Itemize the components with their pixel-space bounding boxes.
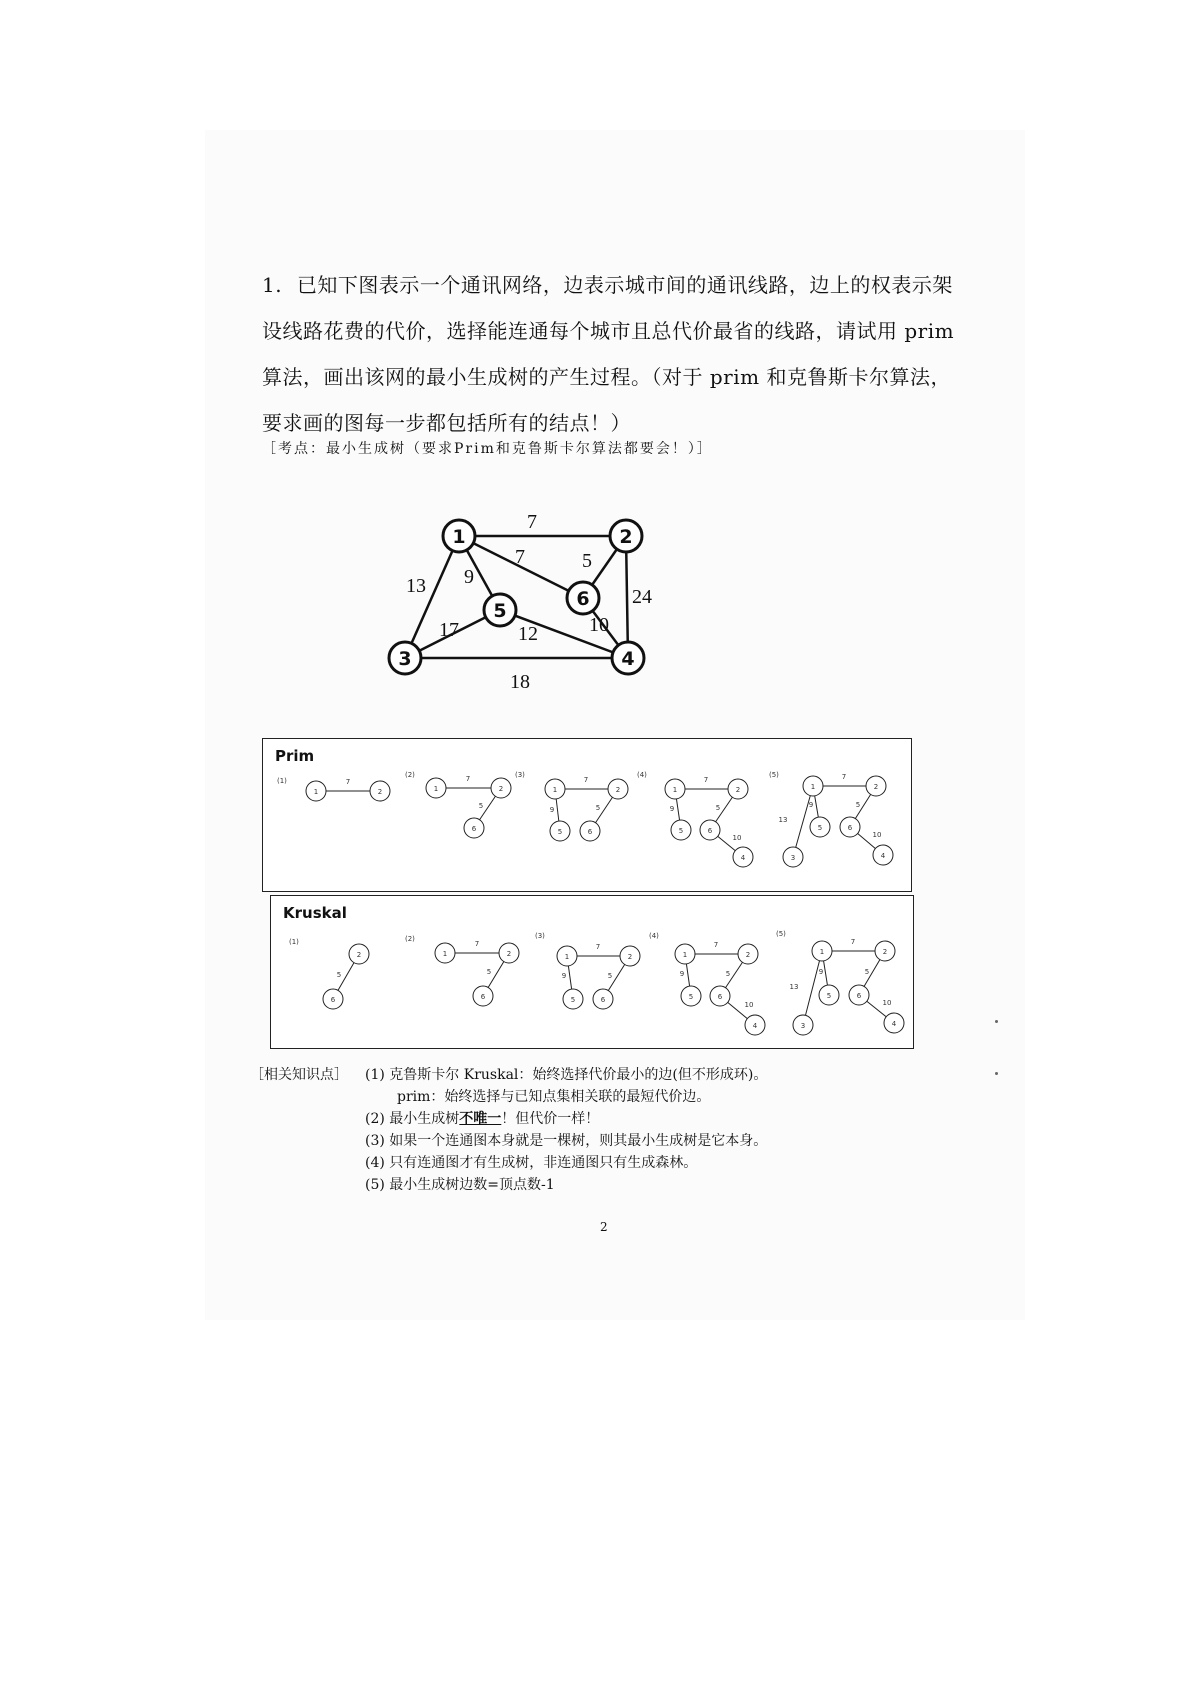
prim-step-label-3: (3) bbox=[515, 771, 525, 779]
kruskal-step-label-2: (2) bbox=[405, 935, 415, 943]
kruskal-s5-n4: 4 bbox=[891, 1020, 897, 1028]
kruskal-s5-w15: 9 bbox=[818, 968, 824, 976]
knowledge-item bbox=[365, 1064, 885, 1086]
prim-s5-w13: 13 bbox=[778, 816, 788, 824]
kruskal-s3-w12: 7 bbox=[595, 943, 601, 951]
prim-step-label-5: (5) bbox=[769, 771, 779, 779]
prim-frame bbox=[262, 738, 912, 892]
knowledge-item-continuation: prim：始终选择与已知点集相关联的最短代价边。 bbox=[397, 1089, 711, 1105]
prim-title: Prim bbox=[275, 747, 315, 765]
prim-s4-n4: 4 bbox=[740, 854, 746, 862]
kruskal-s3-w26: 5 bbox=[607, 972, 613, 980]
prim-s3-w15: 9 bbox=[549, 806, 555, 814]
kruskal-s4-n6: 6 bbox=[717, 993, 723, 1001]
prim-s5-w12: 7 bbox=[841, 773, 847, 781]
exam-point: ［考点：最小生成树（要求Prim和克鲁斯卡尔算法都要会！）］ bbox=[262, 441, 713, 457]
node-label-3: 3 bbox=[398, 648, 412, 670]
kruskal-steps bbox=[271, 896, 913, 1048]
kruskal-s1-w26: 5 bbox=[336, 971, 342, 979]
prim-s3-n2: 2 bbox=[615, 786, 621, 794]
node-label-4: 4 bbox=[621, 648, 635, 670]
kruskal-s1-n6: 6 bbox=[330, 996, 336, 1004]
kruskal-s3-n2: 2 bbox=[627, 953, 633, 961]
knowledge-item bbox=[365, 1130, 885, 1152]
scan-dot bbox=[995, 1020, 998, 1023]
prim-s4-n2: 2 bbox=[735, 786, 741, 794]
prim-s1-w12: 7 bbox=[345, 778, 351, 786]
knowledge-item-text-pre: 最小生成树 bbox=[389, 1111, 460, 1127]
prim-s5-n4: 4 bbox=[880, 852, 886, 860]
prim-s2-w26: 5 bbox=[478, 802, 484, 810]
node-label-6: 6 bbox=[576, 588, 590, 610]
prim-s3-n1: 1 bbox=[552, 786, 558, 794]
prim-s3-w12: 7 bbox=[583, 776, 589, 784]
prim-s5-n1: 1 bbox=[810, 783, 816, 791]
knowledge-item-number: (1) bbox=[365, 1067, 385, 1083]
knowledge-item-number: (5) bbox=[365, 1177, 385, 1193]
weight-1-2: 7 bbox=[527, 511, 537, 533]
kruskal-s3-n1: 1 bbox=[564, 953, 570, 961]
prim-s4-n5: 5 bbox=[678, 827, 684, 835]
kruskal-s4-w12: 7 bbox=[713, 941, 719, 949]
prim-s4-n1: 1 bbox=[672, 786, 678, 794]
weight-1-3: 13 bbox=[406, 575, 426, 597]
network-graph bbox=[380, 500, 680, 710]
scan-dot bbox=[995, 1072, 998, 1075]
prim-s3-n6: 6 bbox=[587, 828, 593, 836]
knowledge-item bbox=[365, 1108, 885, 1130]
edge-2-4 bbox=[626, 536, 628, 658]
node-label-5: 5 bbox=[493, 600, 507, 622]
prim-s4-n6: 6 bbox=[707, 827, 713, 835]
kruskal-s4-w26: 5 bbox=[725, 970, 731, 978]
prim-s5-w64: 10 bbox=[872, 831, 882, 839]
prim-step-label-1: (1) bbox=[277, 777, 287, 785]
knowledge-item-text: 克鲁斯卡尔 Kruskal：始终选择代价最小的边(但不形成环)。 bbox=[389, 1067, 768, 1083]
prim-s4-w12: 7 bbox=[703, 776, 709, 784]
kruskal-s3-n6: 6 bbox=[600, 996, 606, 1004]
question-body: 已知下图表示一个通讯网络，边表示城市间的通讯线路，边上的权表示架设线路花费的代价，选择能连通每个城市且总代价最省的线路，请试用 prim 算法，画出该网的最小生成树的产生过程。（对于 prim 和克鲁斯卡尔算法，要求画的图每一步都包括所有的结点！） bbox=[262, 273, 955, 435]
kruskal-s4-n2: 2 bbox=[745, 951, 751, 959]
knowledge-item-number: (2) bbox=[365, 1111, 385, 1127]
knowledge-item-emphasis: 不唯一 bbox=[459, 1111, 502, 1127]
kruskal-s5-w26: 5 bbox=[864, 968, 870, 976]
kruskal-s5-w13: 13 bbox=[789, 983, 799, 991]
knowledge-item-text-post: ！但代价一样！ bbox=[501, 1111, 600, 1127]
prim-s5-n5: 5 bbox=[817, 824, 823, 832]
prim-s5-w26: 5 bbox=[855, 801, 861, 809]
weight-3-4: 18 bbox=[510, 671, 530, 693]
knowledge-list bbox=[365, 1064, 885, 1196]
weight-2-4: 24 bbox=[632, 586, 652, 608]
kruskal-s2-n1: 1 bbox=[442, 950, 448, 958]
prim-s4-w15: 9 bbox=[669, 805, 675, 813]
kruskal-s1-n2: 2 bbox=[356, 951, 362, 959]
kruskal-s3-w15: 9 bbox=[561, 972, 567, 980]
prim-step-label-4: (4) bbox=[637, 771, 647, 779]
node-label-2: 2 bbox=[619, 526, 633, 548]
kruskal-step-label-5: (5) bbox=[776, 930, 786, 938]
node-label-1: 1 bbox=[452, 526, 466, 548]
prim-s3-w26: 5 bbox=[595, 804, 601, 812]
kruskal-s5-n2: 2 bbox=[882, 948, 888, 956]
weight-1-5: 9 bbox=[464, 566, 474, 588]
kruskal-title: Kruskal bbox=[283, 904, 347, 922]
prim-s5-n6: 6 bbox=[847, 824, 853, 832]
weight-6-4: 10 bbox=[589, 614, 609, 636]
knowledge-item-text: 最小生成树边数=顶点数-1 bbox=[389, 1177, 555, 1193]
prim-s5-n3: 3 bbox=[790, 854, 796, 862]
kruskal-s5-w64: 10 bbox=[882, 999, 892, 1007]
kruskal-step-label-4: (4) bbox=[649, 932, 659, 940]
weight-2-6: 5 bbox=[582, 550, 592, 572]
kruskal-s5-n3: 3 bbox=[800, 1022, 806, 1030]
kruskal-s5-n6: 6 bbox=[856, 992, 862, 1000]
kruskal-s5-n5: 5 bbox=[826, 992, 832, 1000]
prim-step-label-2: (2) bbox=[405, 771, 415, 779]
prim-s1-n1: 1 bbox=[313, 788, 319, 796]
question-text bbox=[262, 262, 962, 446]
prim-steps bbox=[263, 739, 911, 891]
knowledge-item-number: (4) bbox=[365, 1155, 385, 1171]
prim-s1-n2: 2 bbox=[377, 788, 383, 796]
knowledge-item bbox=[365, 1152, 885, 1174]
prim-s2-n6: 6 bbox=[471, 825, 477, 833]
prim-s4-w64: 10 bbox=[732, 834, 742, 842]
weight-1-6: 7 bbox=[515, 546, 525, 568]
knowledge-label: ［相关知识点］ bbox=[250, 1067, 348, 1083]
kruskal-s5-w12: 7 bbox=[850, 938, 856, 946]
kruskal-s2-n6: 6 bbox=[480, 993, 486, 1001]
knowledge-item-text: 如果一个连通图本身就是一棵树，则其最小生成树是它本身。 bbox=[389, 1133, 768, 1149]
kruskal-s3-n5: 5 bbox=[570, 996, 576, 1004]
kruskal-s4-n5: 5 bbox=[688, 993, 694, 1001]
prim-s5-n2: 2 bbox=[873, 783, 879, 791]
knowledge-item-text: 只有连通图才有生成树，非连通图只有生成森林。 bbox=[389, 1155, 698, 1171]
prim-s2-n2: 2 bbox=[498, 785, 504, 793]
knowledge-item bbox=[365, 1174, 885, 1196]
kruskal-s4-w64: 10 bbox=[744, 1001, 754, 1009]
kruskal-s2-w26: 5 bbox=[486, 968, 492, 976]
kruskal-step-label-3: (3) bbox=[535, 932, 545, 940]
prim-s2-w12: 7 bbox=[465, 775, 471, 783]
knowledge-item-number: (3) bbox=[365, 1133, 385, 1149]
kruskal-s4-n4: 4 bbox=[752, 1022, 758, 1030]
page-number: 2 bbox=[600, 1220, 608, 1234]
question-number: 1. bbox=[262, 273, 283, 297]
kruskal-frame bbox=[270, 895, 914, 1049]
prim-s2-n1: 1 bbox=[433, 785, 439, 793]
kruskal-s2-w12: 7 bbox=[474, 940, 480, 948]
kruskal-s4-n1: 1 bbox=[682, 951, 688, 959]
kruskal-s2-n2: 2 bbox=[506, 950, 512, 958]
prim-s3-n5: 5 bbox=[557, 828, 563, 836]
kruskal-s5-n1: 1 bbox=[819, 948, 825, 956]
weight-5-4: 12 bbox=[518, 623, 538, 645]
kruskal-s4-w15: 9 bbox=[679, 970, 685, 978]
prim-s4-w26: 5 bbox=[715, 804, 721, 812]
weight-5-3: 17 bbox=[439, 619, 459, 641]
prim-s5-w15: 9 bbox=[808, 801, 814, 809]
kruskal-step-label-1: (1) bbox=[289, 938, 299, 946]
